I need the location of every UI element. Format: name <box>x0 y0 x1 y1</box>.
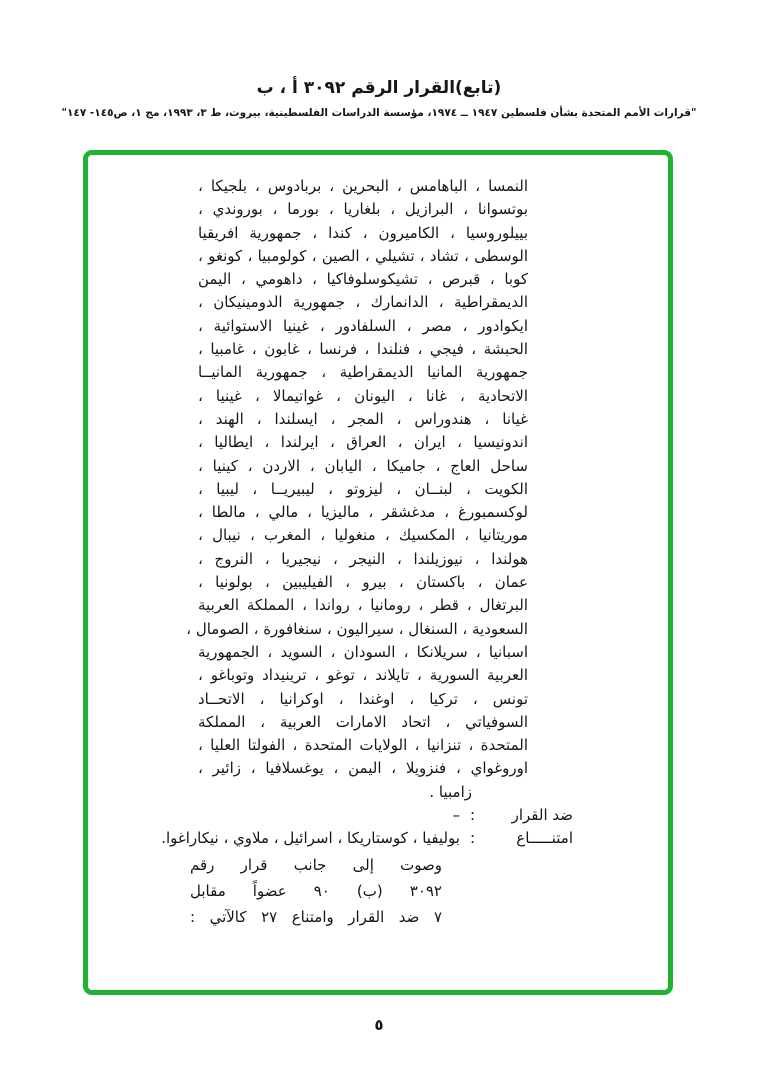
country-list-line: ساحل العاج ، جاميكا ، اليابان ، الاردن ، كينيا ، <box>198 456 528 475</box>
against-label: ضد القرار <box>511 806 573 825</box>
closing-line: ٣٠٩٢ (ب) ٩٠ عضواً مقابل <box>190 881 442 900</box>
document-subtitle: "قرارات الأمم المتحدة بشأن فلسطين ١٩٤٧ ــ ١٩٧٤، مؤسسة الدراسات الفلسطينية، بيروت، ط ٣، ١٩٩٣، مج ١، ص١٤٥- ١٤٧" <box>61 107 697 119</box>
green-frame <box>83 150 673 995</box>
country-list-line: الوسطى ، تشاد ، تشيلي ، الصين ، كولومبيا ، كونغو ، <box>198 246 528 265</box>
page-header <box>0 78 758 119</box>
closing-line: ٧ ضد القرار وامتناع ٢٧ كالآتي : <box>190 907 442 926</box>
page-number: ٥ <box>374 1016 384 1034</box>
country-list-line: كوبا ، قبرص ، تشيكوسلوفاكيا ، داهومي ، اليمن <box>198 270 528 289</box>
against-colon: : <box>469 806 475 825</box>
abstain-colon: : <box>469 829 475 848</box>
document-title: (تابع)القرار الرقم ٣٠٩٢ أ ، ب <box>256 78 502 98</box>
country-list-line-last: زامبيا . <box>429 782 472 801</box>
country-list-line: موريتانيا ، المكسيك ، منغوليا ، المغرب ، نيبال ، <box>198 526 528 545</box>
country-list-line: اسبانيا ، سريلانكا ، السودان ، السويد ، الجمهورية <box>198 642 528 661</box>
country-list-line: جمهورية المانيا الديمقراطية ، جمهورية المانيــا <box>198 363 528 382</box>
country-vote-list <box>186 175 528 804</box>
country-list-line: بييلوروسيا ، الكاميرون ، كندا ، جمهورية افريقيا <box>198 223 528 242</box>
country-list-line: السوفياتي ، اتحاد الامارات العربية ، المملكة <box>198 712 528 731</box>
country-list-line: عمان ، باكستان ، بيرو ، الفيليبين ، بولونيا ، <box>198 573 528 592</box>
country-list-line: السعودية ، السنغال ، سيراليون ، سنغافورة ، الصومال ، <box>186 619 528 638</box>
country-list-line: اوروغواي ، فنزويلا ، اليمن ، يوغسلافيا ، زائير ، <box>198 759 528 778</box>
abstain-label: امتنـــــاع <box>516 829 573 848</box>
country-list-line: اندونيسيا ، ايران ، العراق ، ايرلندا ، ايطاليا ، <box>198 433 528 452</box>
country-list-line: الكويت ، لبنــان ، ليزوتو ، ليبيريــا ، ليبيا ، <box>198 479 528 498</box>
country-list-line: الاتحادية ، غانا ، اليونان ، غواتيمالا ، غينيا ، <box>198 386 528 405</box>
country-list-line: ايكوادور ، مصر ، السلفادور ، غينيا الاستوائية ، <box>198 316 528 335</box>
abstain-vote-row <box>88 827 573 850</box>
country-list-line: المتحدة ، تنزانيا ، الولايات المتحدة ، الفولتا العليا ، <box>198 736 528 755</box>
country-list-line: الديمقراطية ، الدانمارك ، جمهورية الدومينيكان ، <box>198 293 528 312</box>
closing-statement <box>190 852 442 930</box>
country-list-line: تونس ، تركيا ، اوغندا ، اوكرانيا ، الاتحــاد <box>198 689 528 708</box>
country-list-line: النمسا ، الباهامس ، البحرين ، بربادوس ، بلجيكا ، <box>198 177 528 195</box>
country-list-line: البرتغال ، قطر ، رومانيا ، رواندا ، المملكة العربية <box>198 596 528 615</box>
country-list-line: بوتسوانا ، البرازيل ، بلغاريا ، بورما ، بوروندي ، <box>198 200 528 219</box>
country-list-line: العربية السورية ، تايلاند ، توغو ، ترينيداد وتوباغو ، <box>198 666 528 685</box>
country-list-line: هولندا ، نيوزيلندا ، النيجر ، نيجيريا ، النروج ، <box>198 549 528 568</box>
closing-line: وصوت إلى جانب قرار رقم <box>190 855 442 874</box>
country-list-line: غيانا ، هندوراس ، المجر ، ايسلندا ، الهند ، <box>198 409 528 428</box>
frame-content <box>88 155 668 990</box>
against-value: – <box>452 806 460 825</box>
abstain-value: بوليفيا ، كوستاريكا ، اسرائيل ، ملاوي ، نيكاراغوا. <box>161 829 460 848</box>
country-list-line: الحبشة ، فيجي ، فنلندا ، فرنسا ، غابون ، غامبيا ، <box>198 340 528 359</box>
country-list-line: لوكسمبورغ ، مدغشقر ، ماليزيا ، مالي ، مالطا ، <box>198 503 528 522</box>
against-vote-row <box>88 804 573 827</box>
